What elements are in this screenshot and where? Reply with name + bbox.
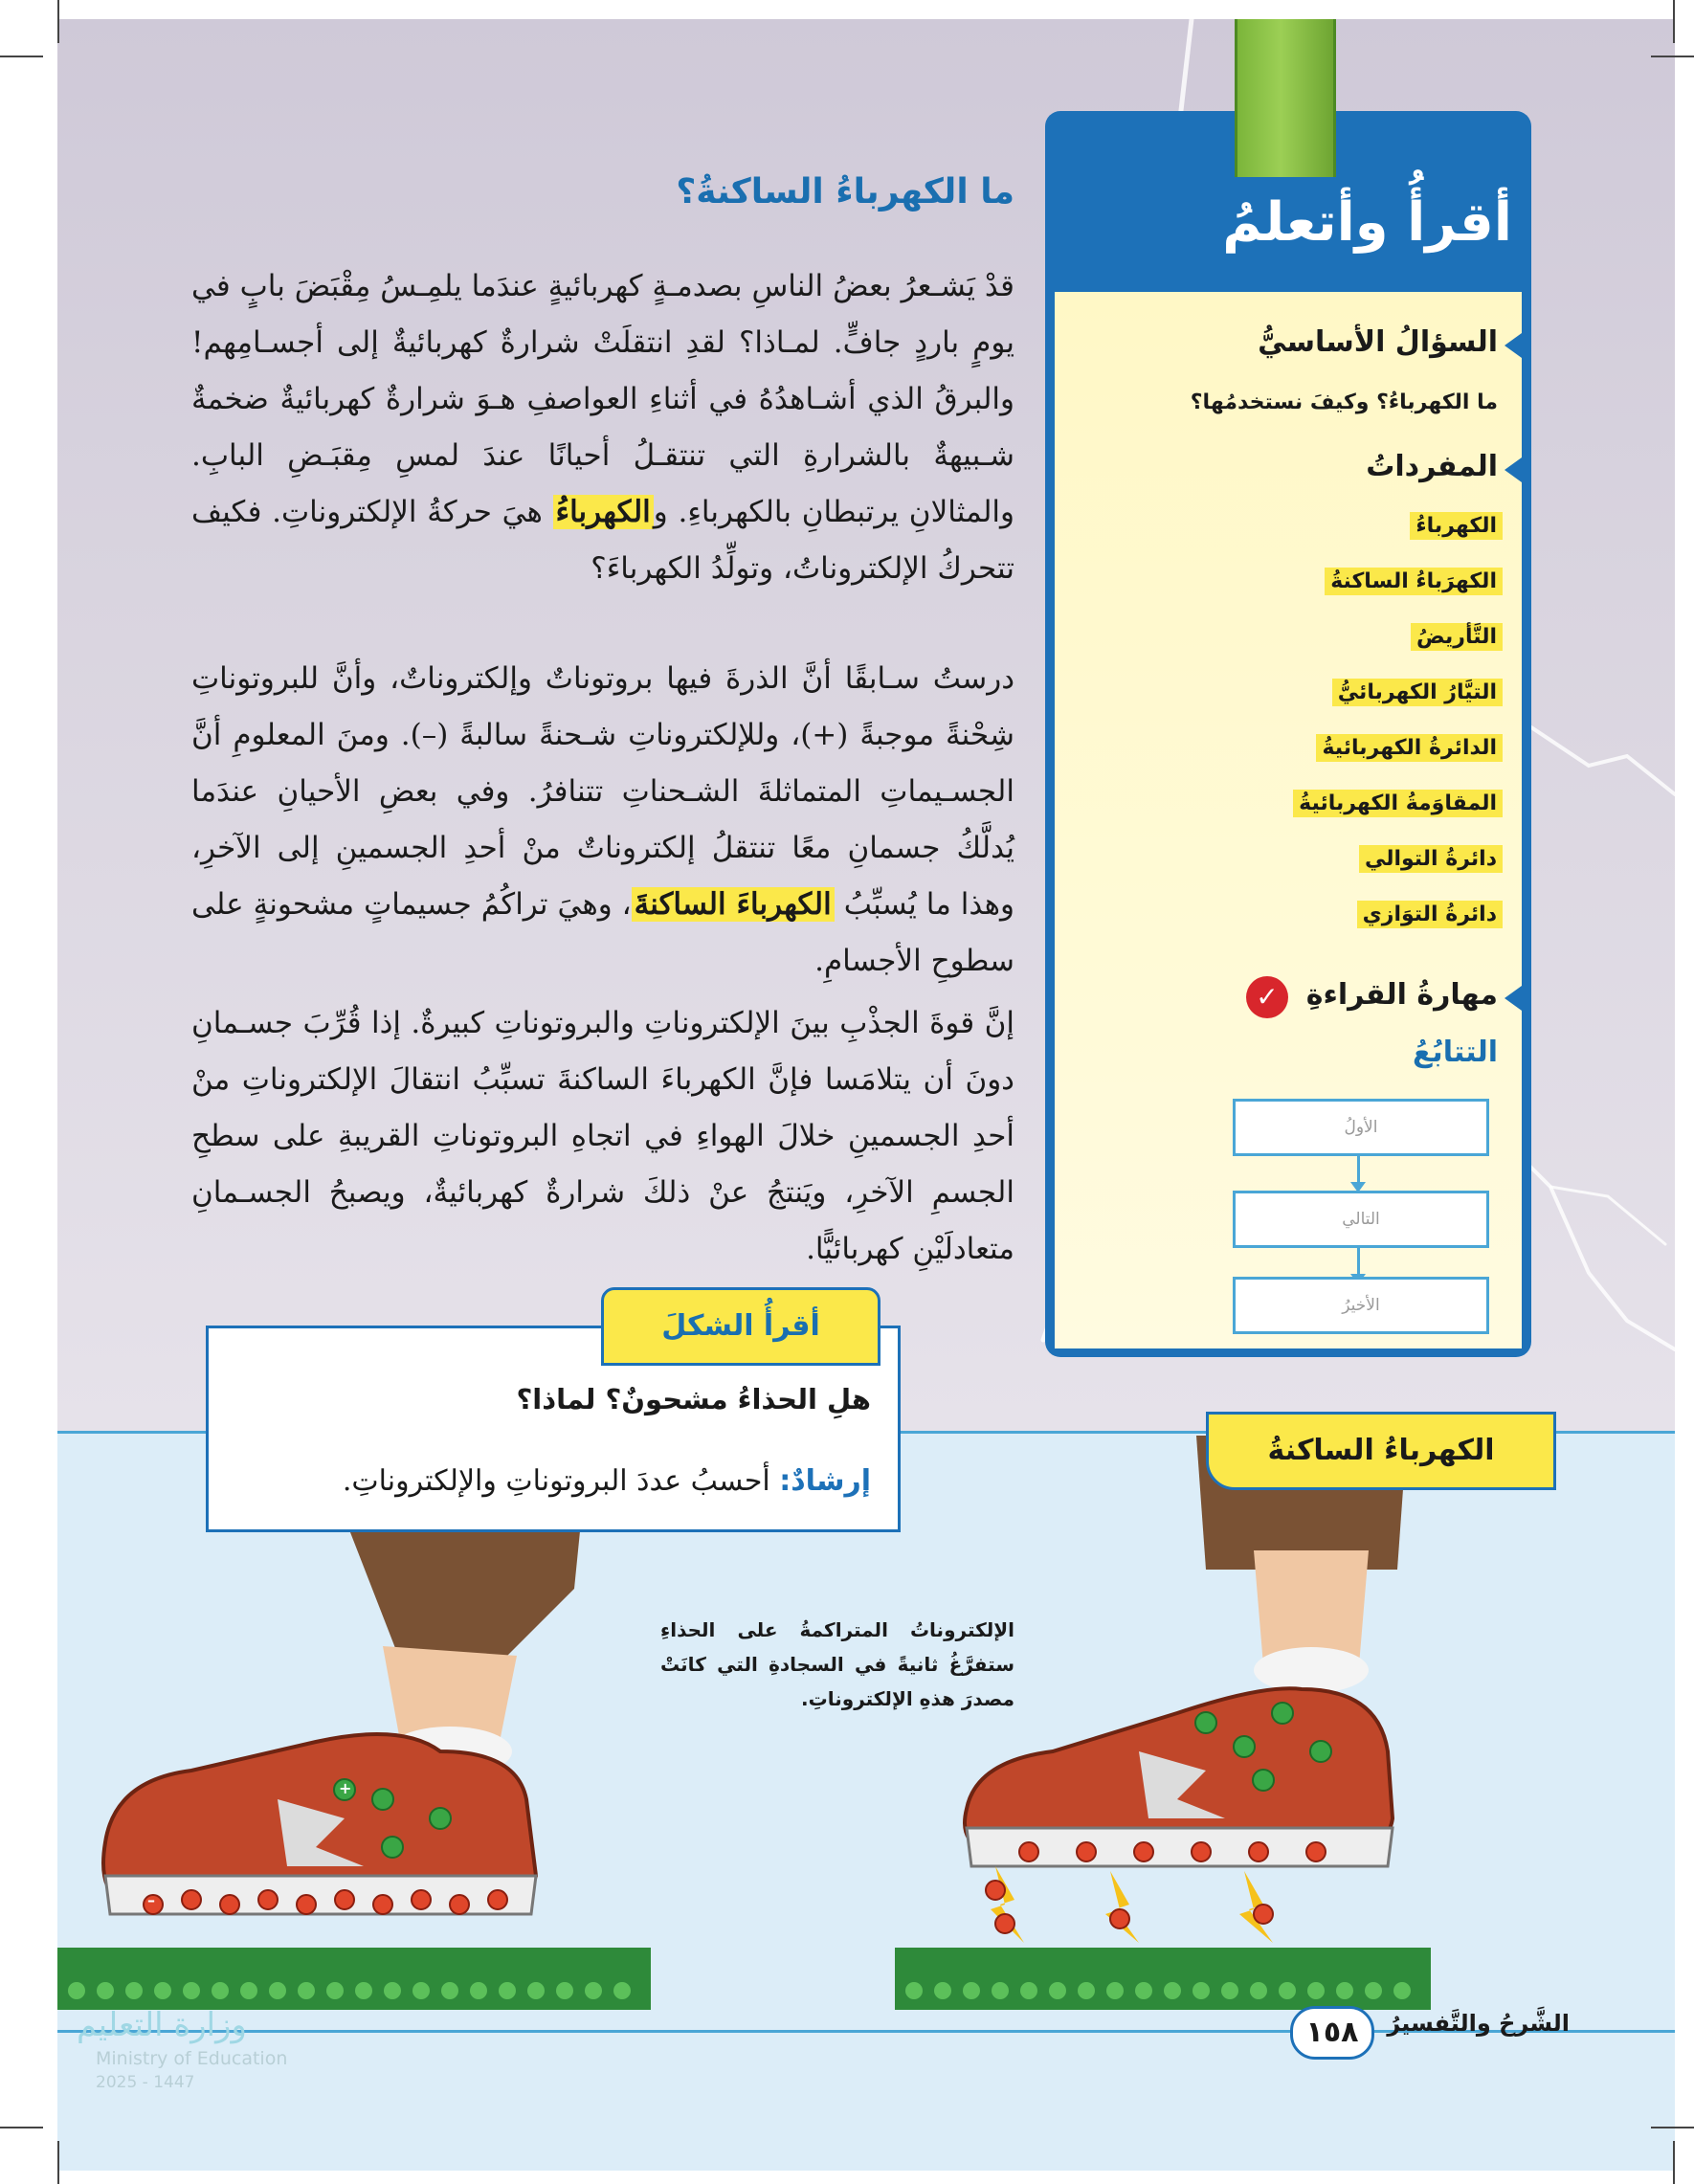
vocabulary-heading: المفرداتُ xyxy=(1366,450,1498,483)
section-title: ما الكهرباءُ الساكنةُ؟ xyxy=(676,172,1014,212)
proton-plus-sign: + xyxy=(339,1779,352,1797)
reading-skill: التتابُعُ xyxy=(1412,1036,1498,1069)
highlight-term-static-electricity: الكهرباءَ الساكنةَ xyxy=(632,887,835,922)
vocabulary-item: التيَّارُ الكهربائيُّ xyxy=(1332,679,1503,706)
left-shoe-sole xyxy=(105,1876,536,1914)
ministry-watermark-english: Ministry of Education xyxy=(96,2048,288,2069)
hint-label: إرشادٌ: xyxy=(779,1464,871,1498)
ministry-watermark-arabic: وزارة التعليم xyxy=(77,2006,247,2044)
essential-question: ما الكهرباءُ؟ وكيفَ نستخدمُها؟ xyxy=(1190,390,1498,414)
vocabulary-item: دائرةُ التوَازي xyxy=(1357,901,1503,928)
read-figure-hint xyxy=(230,1464,871,1498)
vocabulary-item: المقاوَمةُ الكهربائيةُ xyxy=(1293,790,1503,817)
illustration-caption: الإلكتروناتُ المتراكمةُ على الحذاءِ ستفرَّغُ ثانيةً في السجادةِ التي كانَتْ مصدرَ هذهِ الإلكتروناتِ. xyxy=(660,1618,1014,1710)
reading-skill-heading: مهارةُ القراءةِ xyxy=(1305,978,1498,1012)
hint-text: أحسبُ عددَ البروتوناتِ والإلكتروناتِ. xyxy=(342,1464,780,1498)
paragraph-2-text: درستُ سـابقًا أنَّ الذرةَ فيها بروتوناتٌ وإلكتروناتٌ، وأنَّ للبروتوناتِ شِحْنةً موجبةً (+)، وللإلكتروناتِ شـحنةً سالبةً (–). ومنَ المعلومِ أنَّ الجسـيماتِ المتماثلةَ الشـحناتِ تتنافرُ. وفي بعضِ الأحيانِ عندَما يُدلَّكُ جسمانِ معًا تنتقلُ إلكتروناتٌ منْ أحدِ الجسمينِ إلى الآخرِ، وهذا ما يُسبِّبُ xyxy=(191,661,1014,922)
sequence-box-next: التالي xyxy=(1233,1191,1489,1248)
right-carpet xyxy=(895,1948,1431,2010)
illustration-title-tab: الكهرباءُ الساكنةُ xyxy=(1206,1412,1556,1490)
spark-icon xyxy=(1105,1871,1139,1943)
read-figure-tab: أقرأُ الشكلَ xyxy=(601,1287,880,1366)
vocabulary-item: الكهرَباءُ الساكنةُ xyxy=(1325,568,1503,595)
panel-title: أقرأُ وأتعلمُ xyxy=(1222,191,1512,254)
ministry-watermark-year: 2025 - 1447 xyxy=(96,2073,195,2092)
vocabulary-item: الدائرةُ الكهربائيةُ xyxy=(1316,734,1503,762)
paragraph-1-text-end: هيَ حركةُ الإلكتروناتِ. فكيف تتحركُ الإلكتروناتُ، وتولِّدُ الكهرباءَ؟ xyxy=(191,495,1014,586)
read-figure-question: هلِ الحذاءُ مشحونٌ؟ لماذا؟ xyxy=(516,1383,871,1415)
vocabulary-item: دائرةُ التوالي xyxy=(1359,845,1503,873)
checkmark-icon: ✓ xyxy=(1246,976,1288,1018)
paragraph-2-text-end: ، وهيَ تراكُمُ جسيماتٍ مشحونةٍ على سطوحِ الأجسامِ. xyxy=(191,887,1014,978)
paragraph-1-text: قدْ يَشـعرُ بعضُ الناسِ بصدمـةٍ كهربائيةٍ عندَما يلمِـسُ مِقْبَضَ بابٍ في يومٍ باردٍ جافٍّ. لمـاذا؟ لقدِ انتقلَتْ شرارةٌ كهربائيةٌ إلى أجسـامِهم! والبرقُ الذي أشـاهدُهُ في أثناءِ العواصفِ هـوَ شرارةٌ كهربائيةٌ ضخمةٌ شـبيهةٌ بالشرارةِ التي تنتقـلُ أحيانًا عندَ لمسِ مِقبَـضِ البابِ. والمثالانِ يرتبطانِ بالكهرباءِ. و xyxy=(191,269,1015,529)
vocabulary-item: التَّأريضُ xyxy=(1411,623,1503,651)
right-sock xyxy=(1254,1647,1369,1693)
sequence-box-first: الأولُ xyxy=(1233,1099,1489,1156)
paragraph-3: إنَّ قوةَ الجذْبِ بينَ الإلكتروناتِ والبروتوناتِ كبيرةٌ. إذا قُرِّبَ جسـمانِ دونَ أن يتلامَسا فإنَّ الكهرباءَ الساكنةَ تسبِّبُ انتقالَ الإلكتروناتِ منْ أحدِ الجسمينِ خلالَ الهواءِ في اتجاهِ البروتوناتِ القريبةِ على سطحِ الجسمِ الآخرِ، ويَنتجُ عنْ ذلكَ شرارةٌ كهربائيةٌ، ويصبحُ الجسـمانِ متعادلَيْنِ كهربائيًّا. xyxy=(191,1006,1014,1266)
page-number: ١٥٨ xyxy=(1290,2006,1374,2060)
vocabulary-item: الكهرباءُ xyxy=(1410,512,1503,540)
essential-question-heading: السؤالُ الأساسيُّ xyxy=(1258,325,1498,359)
electron-minus-sign: – xyxy=(147,1891,155,1909)
sequence-box-last: الأخيرُ xyxy=(1233,1277,1489,1334)
footer-section-label: الشَّرحُ والتَّفسيرُ xyxy=(1387,2010,1570,2037)
highlight-term-electricity: الكهرباءُ xyxy=(553,495,654,529)
left-carpet xyxy=(57,1948,651,2010)
